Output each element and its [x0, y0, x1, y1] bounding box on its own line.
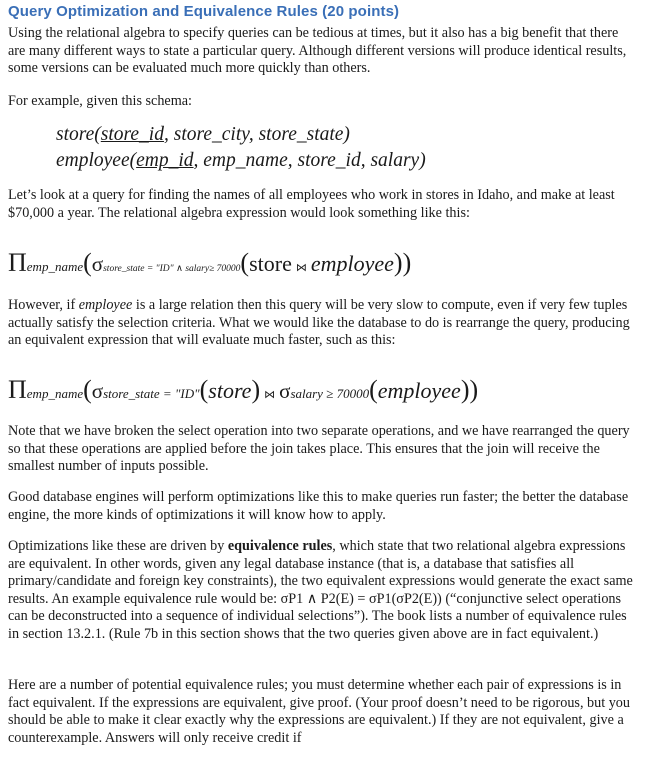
relation-store: store — [208, 378, 252, 403]
selection-predicate-2: salary ≥ 70000 — [290, 386, 370, 401]
rearrange-paragraph: However, if employee is a large relation then this query will be very slow to compute, even if very few tuples actually satisfy the selection criteria. What we would like the database to do is rearrange the query, producing an equivalent expression that will evaluate much faster, such as this: — [8, 297, 630, 349]
section-title: Query Optimization and Equivalence Rules (20 points) — [8, 3, 400, 20]
note-paragraph: Note that we have broken the select operation into two separate operations, and we have rearranged the query so that these operations are applied before the join takes place. This ensures that the join will receive the smallest number of inputs possible. — [8, 423, 630, 475]
projection-attr: emp_name — [26, 259, 84, 274]
relation-employee: employee — [310, 251, 394, 276]
schema-employee: employee(emp_id, emp_name, store_id, salary) — [56, 150, 426, 171]
selection-predicate: store_state = "ID" ∧ salary≥ 70000 — [103, 264, 241, 274]
instructions-paragraph: Here are a number of potential equivalence rules; you must determine whether each pair of expressions is in fact equivalent. If the expressions are equivalent, give proof. (Your proof doesn’t need to be rigorous, but you should be able to make it clear exactly why the expressions are equivalent.) If they are not equivalent, give a counterexample. Answers will only receive credit if — [8, 677, 630, 746]
projection-symbol: Π — [8, 248, 27, 277]
employee-key: emp_id — [136, 150, 194, 171]
expression-original: Πemp_name(σstore_state = "ID" ∧ salary≥ 70000(store ⋈ employee)) — [8, 248, 412, 277]
intro-paragraph: Using the relational algebra to specify queries can be tedious at times, but it also has a big benefit that there are many different ways to state a particular query. Although different versions will produce identical results, some versions can be evaluated much more quickly than others. — [8, 25, 627, 77]
relation-employee: employee — [377, 378, 461, 403]
projection-symbol: Π — [8, 375, 27, 404]
example-rule: σP1 ∧ P2(E) = σP1(σP2(E)) — [280, 590, 442, 607]
selection-symbol: σ — [91, 379, 104, 403]
store-key: store_id — [100, 124, 164, 145]
projection-attr: emp_name — [26, 386, 84, 401]
join-symbol: ⋈ — [264, 389, 276, 401]
selection-symbol: σ — [91, 252, 104, 276]
equivalence-paragraph: Optimizations like these are driven by equivalence rules, which state that two relational algebra expressions are equivalent. In other words, given any legal database instance (that is, a database that satisfies all primary/candidate and foreign key constraints), the two equivalent expressions would generate the exact same results. An example equivalence rule would be: σP1 ∧ P2(E) = σP1(σP2(E)) (“conjunctive select operations can be deconstructed into a sequence of individual selections”). The book lists a number of equivalence rules in section 13.2.1. (Rule 7b in this section shows that the two queries given above are in fact equivalent.) — [8, 538, 633, 642]
schema-intro: For example, given this schema: — [8, 93, 193, 109]
selection-symbol: σ — [279, 379, 291, 403]
engines-paragraph: Good database engines will perform optimizations like this to make queries run faster; the better the database engine, the more kinds of optimizations it will know how to apply. — [8, 489, 629, 523]
schema-store: store(store_id, store_city, store_state) — [56, 124, 350, 145]
selection-predicate-1: store_state = "ID" — [103, 386, 200, 401]
term-equivalence-rules: equivalence rules — [227, 538, 333, 554]
relation-store: store — [249, 251, 292, 276]
expression-optimized: Πemp_name(σstore_state = "ID"(store) ⋈ σsalary ≥ 70000(employee)) — [8, 375, 479, 404]
query-paragraph: Let’s look at a query for finding the names of all employees who work in stores in Idaho, and make at least $70,000 a year. The relational algebra expression would look something like this: — [8, 187, 615, 221]
join-symbol: ⋈ — [295, 262, 307, 274]
